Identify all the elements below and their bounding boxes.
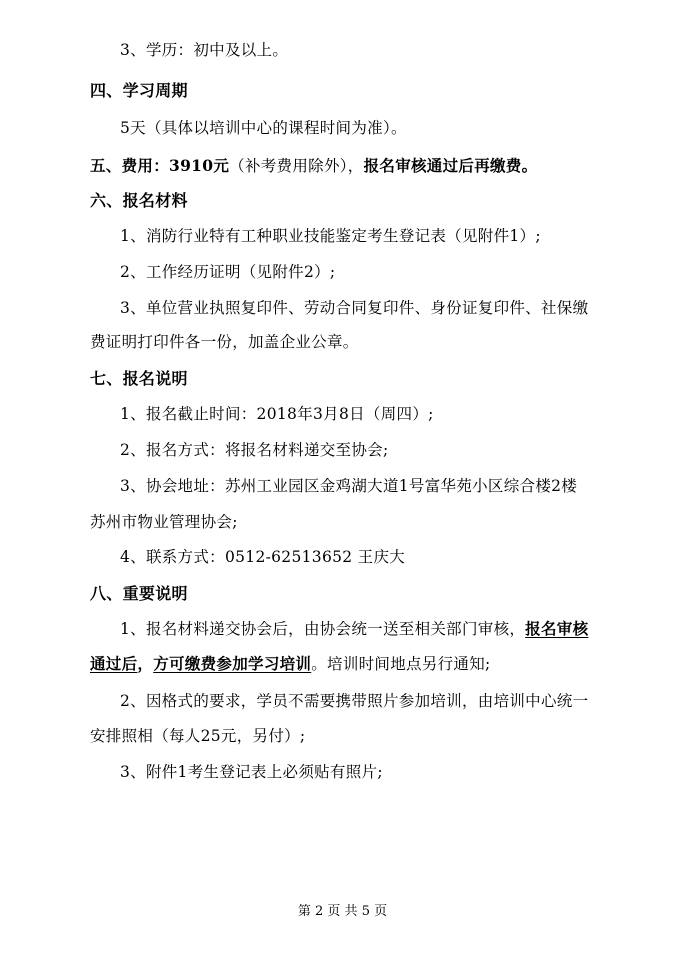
important-item-1-tail: 。培训时间地点另行通知;: [311, 655, 491, 673]
important-item-3: 3、附件1考生登记表上必须贴有照片;: [120, 763, 383, 781]
materials-item-2: 2、工作经历证明（见附件2）;: [120, 263, 336, 281]
fee-amount: 3910元: [169, 156, 230, 175]
association-address-line-2: 苏州市物业管理协会;: [90, 513, 238, 531]
section-heading-materials: 六、报名材料: [90, 191, 188, 210]
fee-note: （补考费用除外），: [229, 157, 364, 175]
materials-item-1: 1、消防行业特有工种职业技能鉴定考生登记表（见附件1）;: [120, 227, 541, 245]
emphasis-comma: ，: [137, 654, 154, 673]
important-item-1-line-1: [120, 619, 588, 639]
important-item-2-line-2: 安排照相（每人25元，另付）;: [90, 727, 306, 745]
important-item-2-line-1: 2、因格式的要求，学员不需要携带照片参加培训，由培训中心统一: [120, 692, 589, 710]
approval-emphasis-2: 通过后: [90, 654, 138, 673]
contact-info: 4、联系方式：0512-62513652 王庆大: [120, 548, 406, 566]
fee-payment-note: 报名审核通过后再缴费。: [363, 156, 538, 175]
association-address-line-1: 3、协会地址：苏州工业园区金鸡湖大道1号富华苑小区综合楼2楼: [120, 477, 578, 495]
approval-emphasis-1: 报名审核: [525, 619, 589, 638]
education-requirement: 3、学历：初中及以上。: [120, 41, 289, 59]
registration-deadline: 1、报名截止时间：2018年3月8日（周四）;: [120, 405, 434, 423]
important-item-1-line-2: [90, 654, 491, 674]
materials-item-3-line-2: 费证明打印件各一份，加盖企业公章。: [90, 333, 359, 351]
payment-emphasis: 方可缴费参加学习培训: [153, 654, 312, 673]
section-heading-study-period: 四、学习周期: [90, 81, 188, 100]
section-heading-fee: 五、费用：: [90, 156, 170, 175]
important-item-1-text: 1、报名材料递交协会后，由协会统一送至相关部门审核，: [120, 620, 526, 638]
page-number: 第 2 页 共 5 页: [297, 904, 388, 919]
study-period-text: 5天（具体以培训中心的课程时间为准）。: [120, 119, 407, 137]
materials-item-3-line-1: 3、单位营业执照复印件、劳动合同复印件、身份证复印件、社保缴: [120, 299, 589, 317]
section-heading-important: 八、重要说明: [90, 584, 188, 603]
fee-line: [90, 156, 537, 176]
section-heading-registration: 七、报名说明: [90, 369, 188, 388]
registration-method: 2、报名方式：将报名材料递交至协会;: [120, 441, 389, 459]
